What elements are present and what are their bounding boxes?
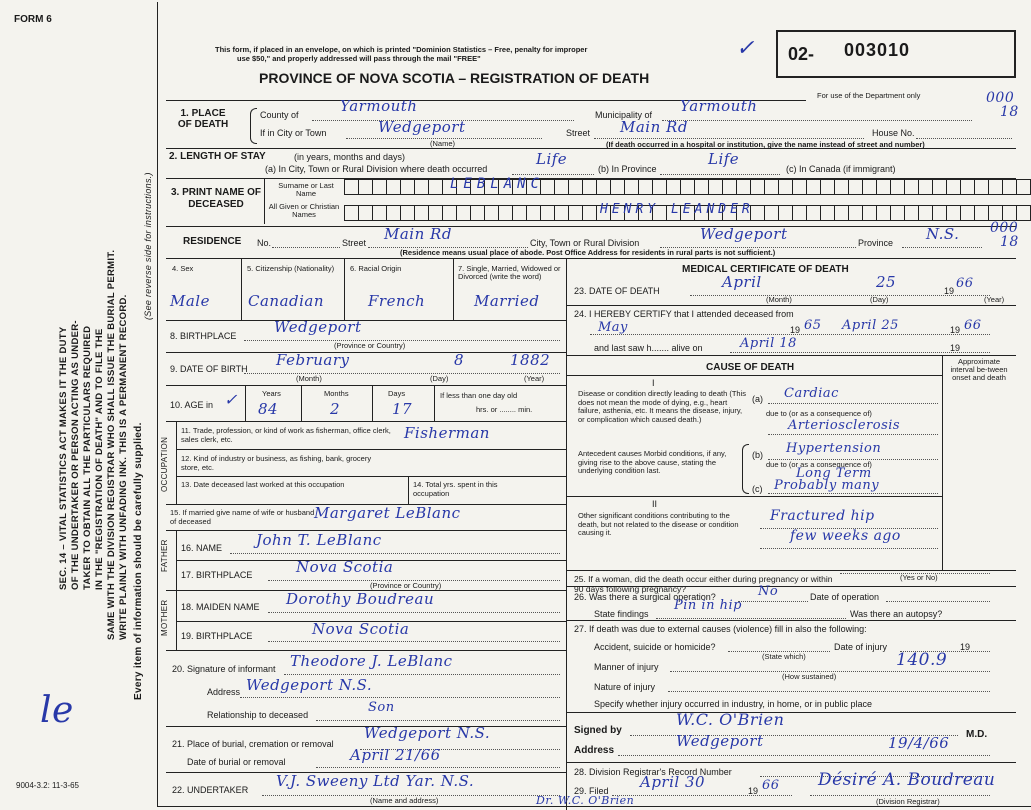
death-year-value: 66 bbox=[956, 276, 974, 291]
letter-box bbox=[863, 205, 877, 221]
letter-box bbox=[807, 205, 821, 221]
surgical-value: No bbox=[758, 584, 779, 599]
letter-box bbox=[457, 205, 471, 221]
res-code: 000 bbox=[990, 220, 1019, 236]
trade-value: Fisherman bbox=[404, 424, 490, 442]
attended-to-year: 66 bbox=[964, 318, 982, 333]
cause-a2-value: Arteriosclerosis bbox=[788, 418, 901, 433]
dob-day-value: 8 bbox=[454, 351, 465, 369]
letter-box bbox=[555, 205, 569, 221]
form-label: FORM 6 bbox=[14, 14, 52, 25]
letter-box bbox=[387, 179, 401, 195]
letter-box bbox=[359, 205, 373, 221]
letter-box bbox=[961, 179, 975, 195]
marital-value: Married bbox=[474, 292, 540, 310]
letter-box bbox=[751, 179, 765, 195]
letter-box bbox=[737, 179, 751, 195]
form-border-left bbox=[157, 2, 158, 806]
letter-box bbox=[835, 179, 849, 195]
undertaker-value: V.J. Sweeny Ltd Yar. N.S. bbox=[276, 772, 475, 790]
letter-box bbox=[807, 179, 821, 195]
municipality-value: Yarmouth bbox=[680, 97, 758, 115]
letter-box bbox=[359, 179, 373, 195]
filed-year-value: 66 bbox=[762, 778, 780, 793]
age-check: ✓ bbox=[224, 390, 238, 409]
cause-a-value: Cardiac bbox=[784, 386, 839, 401]
letter-box bbox=[1003, 205, 1017, 221]
stay-province-value: Life bbox=[708, 150, 740, 168]
cause-c-value: Probably many bbox=[774, 478, 880, 493]
res-code: 18 bbox=[1000, 234, 1019, 250]
letter-box bbox=[429, 179, 443, 195]
street-value: Main Rd bbox=[620, 118, 688, 136]
letter-box bbox=[975, 205, 989, 221]
letter-box bbox=[373, 179, 387, 195]
side-text-line: (See reverse side for instructions.) bbox=[143, 172, 153, 320]
letter-box bbox=[387, 205, 401, 221]
letter-box bbox=[975, 179, 989, 195]
letter-box bbox=[765, 179, 779, 195]
sex-value: Male bbox=[170, 292, 210, 310]
letter-box bbox=[989, 205, 1003, 221]
place-of-death-label: 1. PLACE OF DEATH bbox=[177, 108, 229, 130]
mother-maiden-value: Dorothy Boudreau bbox=[286, 590, 435, 608]
burial-place-value: Wedgeport N.S. bbox=[364, 724, 491, 742]
side-text-line: WRITE PLAINLY WITH UNFADING INK. THIS IS A PERMANENT RECORD. bbox=[118, 294, 129, 640]
letter-box bbox=[961, 205, 975, 221]
informant-value: Theodore J. LeBlanc bbox=[290, 652, 453, 670]
signed-by-value: W.C. O'Brien bbox=[676, 710, 785, 729]
age-days-value: 17 bbox=[392, 400, 413, 418]
age-months-value: 2 bbox=[330, 400, 341, 418]
letter-box bbox=[583, 205, 597, 221]
margin-mark: le bbox=[40, 690, 74, 731]
birthplace-value: Wedgeport bbox=[274, 318, 362, 336]
age-years-value: 84 bbox=[258, 400, 279, 418]
letter-box bbox=[681, 179, 695, 195]
letter-box bbox=[541, 205, 555, 221]
letter-box bbox=[373, 205, 387, 221]
header-note: This form, if placed in an envelope, on which is printed "Dominion Statistics – Free, penalty for improper bbox=[215, 45, 588, 54]
surname-value: LEBLANC bbox=[450, 176, 545, 192]
death-month-value: April bbox=[722, 273, 762, 291]
letter-box bbox=[653, 179, 667, 195]
dob-year-value: 1882 bbox=[510, 351, 551, 369]
letter-box bbox=[933, 179, 947, 195]
letter-box bbox=[639, 179, 653, 195]
other-cond-value: Fractured hip bbox=[770, 508, 875, 524]
occupation-label: OCCUPATION bbox=[160, 436, 169, 492]
letter-box bbox=[345, 205, 359, 221]
letter-box bbox=[415, 179, 429, 195]
dob-month-value: February bbox=[276, 351, 350, 369]
letter-box bbox=[835, 205, 849, 221]
print-name-label: 3. PRINT NAME OF DECEASED bbox=[170, 187, 261, 210]
letter-box bbox=[401, 205, 415, 221]
filed-date-value: April 30 bbox=[640, 773, 706, 791]
left-margin bbox=[0, 0, 158, 810]
surname-grid bbox=[344, 179, 1031, 195]
letter-box bbox=[779, 179, 793, 195]
letter-box bbox=[415, 205, 429, 221]
letter-box bbox=[793, 205, 807, 221]
letter-box bbox=[905, 205, 919, 221]
letter-box bbox=[765, 205, 779, 221]
letter-box bbox=[611, 179, 625, 195]
letter-box bbox=[345, 179, 359, 195]
side-text-line: SAME WITH THE DIVISION REGISTRAR WHO SHALL ISSUE THE BURIAL PERMIT. bbox=[106, 249, 117, 640]
death-day-value: 25 bbox=[876, 273, 897, 291]
letter-box bbox=[821, 205, 835, 221]
cause-b2-value: Long Term bbox=[796, 466, 872, 481]
given-names-value: HENRY LEANDER bbox=[600, 202, 754, 217]
page-title: PROVINCE OF NOVA SCOTIA – REGISTRATION OF DEATH bbox=[259, 70, 650, 86]
last-saw-value: April 18 bbox=[740, 336, 797, 351]
side-text-line: Every item of information should be carefully supplied. bbox=[133, 422, 144, 700]
letter-box bbox=[821, 179, 835, 195]
dept-code: 000 bbox=[986, 90, 1015, 106]
record-prefix: 02- bbox=[788, 44, 815, 64]
letter-box bbox=[527, 205, 541, 221]
letter-box bbox=[723, 179, 737, 195]
header-note: use $50," and properly addressed will pass through the mail "FREE" bbox=[237, 54, 481, 63]
letter-box bbox=[709, 179, 723, 195]
letter-box bbox=[485, 205, 499, 221]
letter-box bbox=[1017, 205, 1031, 221]
letter-box bbox=[569, 205, 583, 221]
letter-box bbox=[933, 205, 947, 221]
racial-value: French bbox=[368, 292, 426, 310]
father-birthplace-value: Nova Scotia bbox=[296, 558, 394, 576]
letter-box bbox=[1017, 179, 1031, 195]
letter-box bbox=[849, 205, 863, 221]
attended-year-from: 65 bbox=[804, 318, 822, 333]
letter-box bbox=[989, 179, 1003, 195]
signed-date-value: 19/4/66 bbox=[888, 734, 950, 752]
informant-address-value: Wedgeport N.S. bbox=[246, 676, 373, 694]
letter-box bbox=[499, 205, 513, 221]
side-text-line: OF THE UNDERTAKER OR PERSON ACTING AS UNDER- bbox=[70, 320, 81, 590]
citizenship-value: Canadian bbox=[248, 292, 325, 310]
record-number: 003010 bbox=[844, 40, 911, 60]
res-province-value: N.S. bbox=[926, 225, 960, 243]
side-text-line: IN THE "REGISTRATION OF DEATH" AND TO FILE THE bbox=[94, 328, 105, 590]
letter-box bbox=[779, 205, 793, 221]
registrar-signature: Désiré A. Boudreau bbox=[818, 770, 996, 790]
wife-value: Margaret LeBlanc bbox=[314, 504, 461, 522]
letter-box bbox=[569, 179, 583, 195]
injury-code-value: 140.9 bbox=[896, 650, 948, 670]
letter-box bbox=[597, 179, 611, 195]
record-number-box bbox=[776, 30, 1016, 78]
letter-box bbox=[919, 205, 933, 221]
print-code: 9004-3.2: 11-3-65 bbox=[16, 781, 80, 790]
letter-box bbox=[877, 179, 891, 195]
signed-address-value: Wedgeport bbox=[676, 732, 764, 750]
letter-box bbox=[443, 205, 457, 221]
letter-box bbox=[555, 179, 569, 195]
attended-from-value: May bbox=[598, 320, 628, 335]
letter-box bbox=[513, 205, 527, 221]
res-city-value: Wedgeport bbox=[700, 225, 788, 243]
letter-box bbox=[793, 179, 807, 195]
letter-box bbox=[695, 179, 709, 195]
letter-box bbox=[863, 179, 877, 195]
letter-box bbox=[891, 205, 905, 221]
letter-box bbox=[401, 179, 415, 195]
side-text-line: TAKER TO OBTAIN ALL THE PARTICULARS REQUIRED bbox=[82, 325, 93, 590]
letter-box bbox=[583, 179, 597, 195]
letter-box bbox=[1003, 179, 1017, 195]
letter-box bbox=[877, 205, 891, 221]
dept-use: For use of the Department only bbox=[817, 91, 921, 100]
med-cert-title: MEDICAL CERTIFICATE OF DEATH bbox=[682, 264, 849, 275]
letter-box bbox=[471, 205, 485, 221]
state-findings-value: Pin in hip bbox=[674, 598, 742, 613]
dept-code: 18 bbox=[1000, 104, 1019, 120]
county-value: Yarmouth bbox=[340, 97, 418, 115]
mother-birthplace-value: Nova Scotia bbox=[312, 620, 410, 638]
attended-to-value: April 25 bbox=[842, 318, 899, 333]
letter-box bbox=[429, 205, 443, 221]
letter-box bbox=[905, 179, 919, 195]
letter-box bbox=[919, 179, 933, 195]
dr-note: Dr. W.C. O'Brien bbox=[536, 794, 635, 807]
other-cond2-value: few weeks ago bbox=[790, 528, 901, 544]
stay-city-value: Life bbox=[536, 150, 568, 168]
side-text-line: SEC. 14 – VITAL STATISTICS ACT MAKES IT THE DUTY bbox=[58, 326, 69, 590]
letter-box bbox=[947, 179, 961, 195]
city-value: Wedgeport bbox=[378, 118, 466, 136]
burial-date-value: April 21/66 bbox=[350, 746, 441, 764]
letter-box bbox=[891, 179, 905, 195]
letter-box bbox=[667, 179, 681, 195]
cause-b-value: Hypertension bbox=[786, 441, 882, 456]
letter-box bbox=[625, 179, 639, 195]
father-name-value: John T. LeBlanc bbox=[256, 531, 382, 549]
relationship-value: Son bbox=[368, 700, 395, 715]
letter-box bbox=[849, 179, 863, 195]
check-mark: ✓ bbox=[736, 36, 755, 61]
letter-box bbox=[947, 205, 961, 221]
res-street-value: Main Rd bbox=[384, 225, 452, 243]
